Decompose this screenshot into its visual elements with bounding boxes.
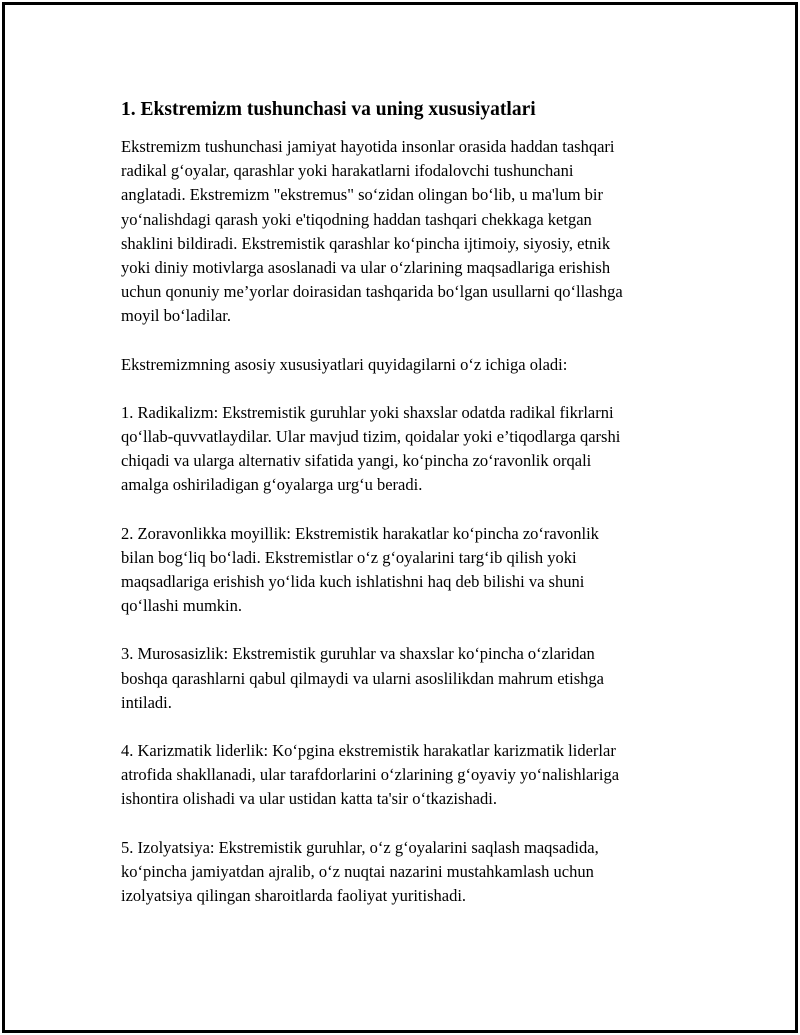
text-line: yo‘nalishdagi qarash yoki e'tiqodning haddan tashqari chekkaga ketgan xyxy=(121,209,592,229)
text-line: shaklini bildiradi. Ekstremistik qarashlar ko‘pincha ijtimoiy, siyosiy, etnik xyxy=(121,233,611,253)
text-line: 3. Murosasizlik: Ekstremistik guruhlar va shaxslar ko‘pincha o‘zlaridan xyxy=(121,644,595,664)
paragraph-charismatic-leadership xyxy=(121,739,691,812)
paragraph-intolerance xyxy=(121,642,691,715)
paragraph-violence xyxy=(121,522,691,619)
document-body xyxy=(121,97,691,932)
paragraph-intro-list xyxy=(121,353,691,377)
text-line: 4. Karizmatik liderlik: Ko‘pgina ekstremistik harakatlar karizmatik liderlar xyxy=(121,741,616,761)
paragraph-isolation xyxy=(121,836,691,909)
paragraph-radicalism xyxy=(121,401,691,498)
text-line: boshqa qarashlarni qabul qilmaydi va ularni asoslilikdan mahrum etishga xyxy=(121,668,604,688)
text-line: moyil bo‘ladilar. xyxy=(121,306,231,326)
text-line: bilan bog‘liq bo‘ladi. Ekstremistlar o‘z g‘oyalarini targ‘ib qilish yoki xyxy=(121,547,577,567)
text-line: intiladi. xyxy=(121,692,172,712)
text-line: ishontira olishadi va ular ustidan katta ta'sir o‘tkazishadi. xyxy=(121,789,497,809)
text-line: Ekstremizmning asosiy xususiyatlari quyidagilarni o‘z ichiga oladi: xyxy=(121,354,568,374)
text-line: chiqadi va ularga alternativ sifatida yangi, ko‘pincha zo‘ravonlik orqali xyxy=(121,451,592,471)
text-line: anglatadi. Ekstremizm "ekstremus" so‘zidan olingan bo‘lib, u ma'lum bir xyxy=(121,185,604,205)
text-line: maqsadlariga erishish yo‘lida kuch ishlatishni haq deb bilishi va shuni xyxy=(121,572,585,592)
text-line: radikal g‘oyalar, qarashlar yoki harakatlarni ifodalovchi tushunchani xyxy=(121,161,574,181)
text-line: izolyatsiya qilingan sharoitlarda faoliyat yuritishadi. xyxy=(121,886,467,906)
text-line: qo‘llashi mumkin. xyxy=(121,596,242,616)
text-line: amalga oshiriladigan g‘oyalarga urg‘u beradi. xyxy=(121,475,423,495)
page-frame xyxy=(2,2,798,1033)
text-line: ko‘pincha jamiyatdan ajralib, o‘z nuqtai nazarini mustahkamlash uchun xyxy=(121,861,594,881)
text-line: yoki diniy motivlarga asoslanadi va ular o‘zlarining maqsadlariga erishish xyxy=(121,258,611,278)
text-line: qo‘llab-quvvatlaydilar. Ular mavjud tizim, qoidalar yoki e’tiqodlarga qarshi xyxy=(121,427,621,447)
text-line: 1. Radikalizm: Ekstremistik guruhlar yoki shaxslar odatda radikal fikrlarni xyxy=(121,402,614,422)
text-line: Ekstremizm tushunchasi jamiyat hayotida insonlar orasida haddan tashqari xyxy=(121,137,615,156)
paragraph-definition xyxy=(121,135,691,329)
section-heading: 1. Ekstremizm tushunchasi va uning xususiyatlari xyxy=(121,99,536,120)
text-line: atrofida shakllanadi, ular tarafdorlarini o‘zlarining g‘oyaviy yo‘nalishlariga xyxy=(121,765,620,785)
text-line: uchun qonuniy me’yorlar doirasidan tashqarida bo‘lgan usullarni qo‘llashga xyxy=(121,282,623,302)
text-line: 5. Izolyatsiya: Ekstremistik guruhlar, o‘z g‘oyalarini saqlash maqsadida, xyxy=(121,837,599,857)
text-line: 2. Zoravonlikka moyillik: Ekstremistik harakatlar ko‘pincha zo‘ravonlik xyxy=(121,523,599,543)
